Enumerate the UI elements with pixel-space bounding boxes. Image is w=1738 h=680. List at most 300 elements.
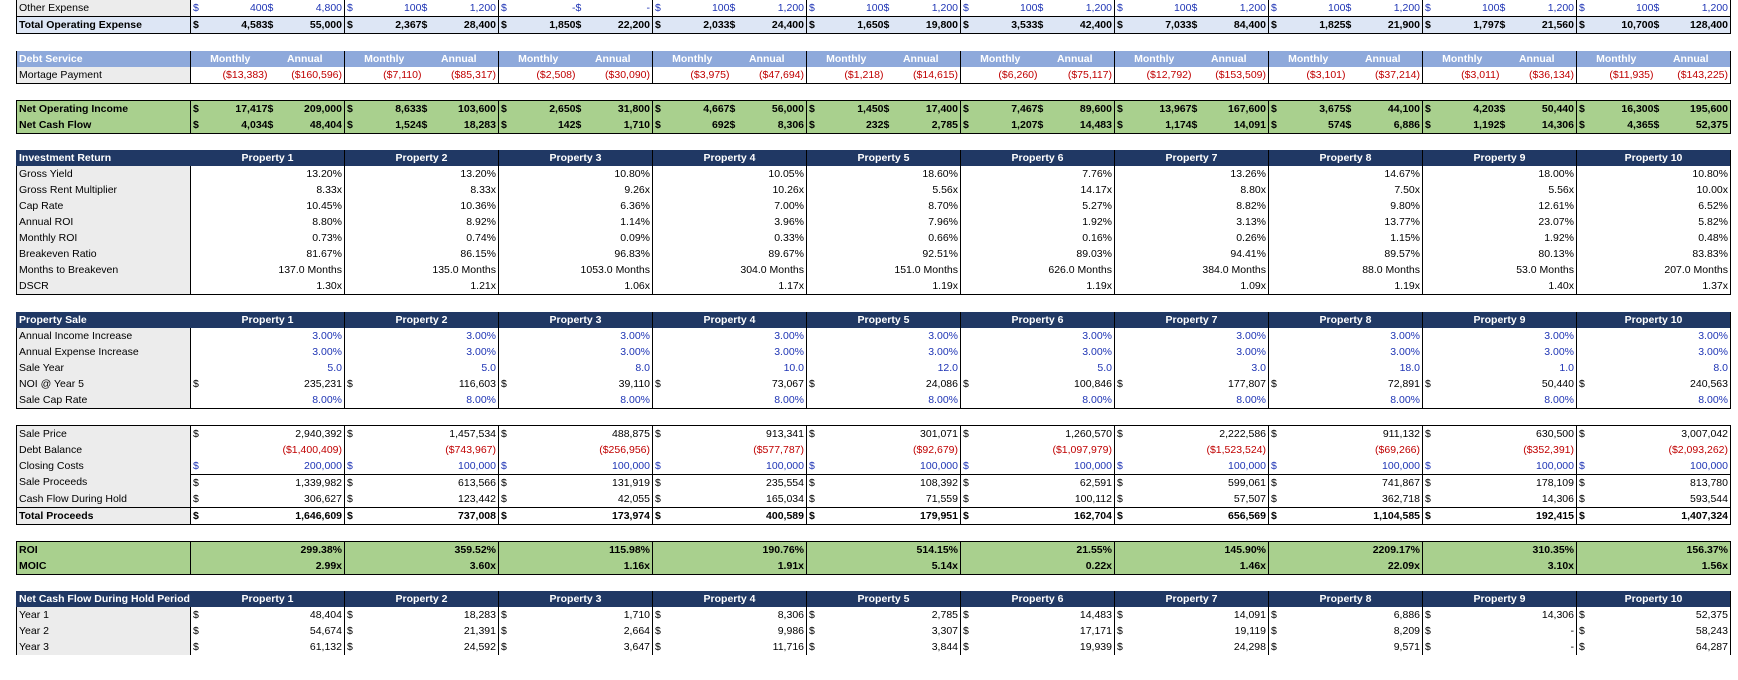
data-cell[interactable] [1577,491,1731,508]
row-label[interactable]: DSCR [17,278,191,295]
row-label[interactable]: Year 2 [17,623,191,639]
data-cell[interactable] [1577,67,1731,84]
data-cell[interactable]: 1.19x [961,278,1115,295]
data-cell[interactable]: Property 1 [191,591,345,607]
data-cell[interactable] [191,425,345,442]
data-cell[interactable]: ($1,097,979) [961,442,1115,458]
data-cell[interactable] [807,17,961,34]
data-cell[interactable] [499,425,653,442]
data-cell[interactable]: 8.33x [191,182,345,198]
data-cell[interactable]: 18.00% [1423,166,1577,182]
data-cell[interactable] [653,474,807,491]
data-cell[interactable] [1115,51,1269,67]
data-cell[interactable]: 89.57% [1269,246,1423,262]
data-cell[interactable] [499,491,653,508]
data-cell[interactable]: 18.60% [807,166,961,182]
data-cell[interactable]: 3.00% [499,328,653,344]
data-cell[interactable]: 3.00% [1269,328,1423,344]
data-cell[interactable]: 3.00% [961,328,1115,344]
data-cell[interactable]: 207.0 Months [1577,262,1731,278]
data-cell[interactable]: 8.33x [345,182,499,198]
data-cell[interactable] [1269,491,1423,508]
row-label[interactable]: NOI @ Year 5 [17,376,191,392]
data-cell[interactable]: 3.00% [191,344,345,360]
data-cell[interactable]: 3.60x [345,558,499,575]
row-label[interactable]: Breakeven Ratio [17,246,191,262]
data-cell[interactable] [1115,639,1269,655]
data-cell[interactable] [345,17,499,34]
data-cell[interactable]: 1.46x [1115,558,1269,575]
data-cell[interactable]: 8.0 [499,360,653,376]
data-cell[interactable] [1423,639,1577,655]
data-cell[interactable] [807,117,961,134]
data-cell[interactable]: 88.0 Months [1269,262,1423,278]
data-cell[interactable]: 0.73% [191,230,345,246]
data-cell[interactable] [961,67,1115,84]
data-cell[interactable] [1269,639,1423,655]
data-cell[interactable] [499,100,653,117]
data-cell[interactable]: 137.0 Months [191,262,345,278]
data-cell[interactable] [1577,51,1731,67]
data-cell[interactable]: Property 6 [961,312,1115,328]
data-cell[interactable] [1269,67,1423,84]
data-cell[interactable] [653,17,807,34]
data-cell[interactable]: 3.00% [345,328,499,344]
data-cell[interactable] [1115,0,1269,17]
data-cell[interactable]: ($2,093,262) [1577,442,1731,458]
data-cell[interactable] [807,51,961,67]
row-label[interactable]: Year 3 [17,639,191,655]
data-cell[interactable] [345,425,499,442]
data-cell[interactable]: Property 10 [1577,591,1731,607]
data-cell[interactable] [345,51,499,67]
data-cell[interactable]: 21.55% [961,541,1115,558]
data-cell[interactable]: 13.20% [345,166,499,182]
data-cell[interactable] [191,100,345,117]
data-cell[interactable] [1269,425,1423,442]
data-cell[interactable]: 3.00% [1115,344,1269,360]
data-cell[interactable]: 310.35% [1423,541,1577,558]
data-cell[interactable]: 2.99x [191,558,345,575]
data-cell[interactable] [499,507,653,524]
row-label[interactable]: Debt Service [17,51,191,67]
data-cell[interactable]: 1.19x [1269,278,1423,295]
data-cell[interactable]: 5.14x [807,558,961,575]
row-label[interactable]: ROI [17,541,191,558]
data-cell[interactable]: ($352,391) [1423,442,1577,458]
data-cell[interactable]: 1.40x [1423,278,1577,295]
data-cell[interactable] [191,0,345,17]
data-cell[interactable] [1115,474,1269,491]
data-cell[interactable] [653,607,807,623]
data-cell[interactable] [345,474,499,491]
data-cell[interactable]: 0.09% [499,230,653,246]
data-cell[interactable] [1269,100,1423,117]
data-cell[interactable]: Property 10 [1577,312,1731,328]
data-cell[interactable] [191,17,345,34]
data-cell[interactable]: 1.06x [499,278,653,295]
data-cell[interactable] [807,507,961,524]
data-cell[interactable]: 3.00% [191,328,345,344]
data-cell[interactable]: 8.92% [345,214,499,230]
data-cell[interactable]: 7.96% [807,214,961,230]
data-cell[interactable] [499,639,653,655]
data-cell[interactable]: Property 5 [807,150,961,166]
row-label[interactable]: Investment Return [17,150,191,166]
data-cell[interactable]: Property 2 [345,150,499,166]
data-cell[interactable]: 3.00% [807,344,961,360]
row-label[interactable]: Total Operating Expense [17,17,191,34]
data-cell[interactable]: Property 1 [191,150,345,166]
row-label[interactable]: Monthly ROI [17,230,191,246]
data-cell[interactable]: 8.00% [1269,392,1423,409]
data-cell[interactable]: 514.15% [807,541,961,558]
data-cell[interactable]: ($256,956) [499,442,653,458]
data-cell[interactable]: 8.00% [1577,392,1731,409]
data-cell[interactable]: 81.67% [191,246,345,262]
data-cell[interactable] [1115,507,1269,524]
data-cell[interactable] [1577,100,1731,117]
data-cell[interactable]: 3.00% [1423,344,1577,360]
data-cell[interactable] [1269,623,1423,639]
data-cell[interactable]: 80.13% [1423,246,1577,262]
data-cell[interactable]: 359.52% [345,541,499,558]
data-cell[interactable]: 22.09x [1269,558,1423,575]
data-cell[interactable] [1269,51,1423,67]
data-cell[interactable] [807,376,961,392]
data-cell[interactable]: 1.30x [191,278,345,295]
data-cell[interactable]: 8.0 [1577,360,1731,376]
data-cell[interactable] [807,474,961,491]
data-cell[interactable]: ($743,967) [345,442,499,458]
data-cell[interactable]: 0.26% [1115,230,1269,246]
data-cell[interactable] [1423,67,1577,84]
data-cell[interactable]: 8.00% [499,392,653,409]
data-cell[interactable]: 8.00% [653,392,807,409]
data-cell[interactable] [499,474,653,491]
data-cell[interactable] [191,491,345,508]
data-cell[interactable] [1115,623,1269,639]
data-cell[interactable] [191,51,345,67]
data-cell[interactable] [653,51,807,67]
data-cell[interactable]: 0.74% [345,230,499,246]
row-label[interactable]: Annual Income Increase [17,328,191,344]
data-cell[interactable]: 5.56x [1423,182,1577,198]
data-cell[interactable] [1115,607,1269,623]
data-cell[interactable]: 299.38% [191,541,345,558]
data-cell[interactable]: Property 3 [499,312,653,328]
data-cell[interactable]: Property 8 [1269,312,1423,328]
data-cell[interactable]: 8.80x [1115,182,1269,198]
data-cell[interactable] [653,376,807,392]
data-cell[interactable]: 3.00% [1577,328,1731,344]
data-cell[interactable]: 13.20% [191,166,345,182]
data-cell[interactable]: 1053.0 Months [499,262,653,278]
data-cell[interactable]: 92.51% [807,246,961,262]
data-cell[interactable]: 3.00% [961,344,1115,360]
data-cell[interactable]: 1.16x [499,558,653,575]
data-cell[interactable] [499,67,653,84]
data-cell[interactable]: 8.00% [191,392,345,409]
data-cell[interactable]: 89.03% [961,246,1115,262]
data-cell[interactable]: 86.15% [345,246,499,262]
data-cell[interactable]: 7.50x [1269,182,1423,198]
row-label[interactable]: Property Sale [17,312,191,328]
data-cell[interactable]: ($1,523,524) [1115,442,1269,458]
row-label[interactable]: Net Operating Income [17,100,191,117]
data-cell[interactable]: Property 9 [1423,150,1577,166]
data-cell[interactable] [1577,458,1731,475]
data-cell[interactable] [961,507,1115,524]
data-cell[interactable] [499,607,653,623]
data-cell[interactable] [191,458,345,475]
data-cell[interactable] [499,17,653,34]
row-label[interactable]: Mortage Payment [17,67,191,84]
data-cell[interactable]: 9.80% [1269,198,1423,214]
row-label[interactable]: Cash Flow During Hold [17,491,191,508]
data-cell[interactable]: 10.80% [499,166,653,182]
data-cell[interactable] [499,458,653,475]
data-cell[interactable]: 10.05% [653,166,807,182]
data-cell[interactable] [191,639,345,655]
data-cell[interactable]: 13.77% [1269,214,1423,230]
data-cell[interactable] [961,51,1115,67]
data-cell[interactable] [1577,474,1731,491]
data-cell[interactable] [961,117,1115,134]
data-cell[interactable]: 0.22x [961,558,1115,575]
row-label[interactable]: Net Cash Flow [17,117,191,134]
data-cell[interactable] [345,639,499,655]
row-label[interactable]: Debt Balance [17,442,191,458]
data-cell[interactable]: Property 1 [191,312,345,328]
data-cell[interactable]: Property 9 [1423,312,1577,328]
data-cell[interactable]: 626.0 Months [961,262,1115,278]
data-cell[interactable]: 13.26% [1115,166,1269,182]
row-label[interactable]: MOIC [17,558,191,575]
data-cell[interactable]: 10.00x [1577,182,1731,198]
data-cell[interactable] [191,507,345,524]
data-cell[interactable]: 10.36% [345,198,499,214]
row-label[interactable]: Other Expense [17,0,191,17]
data-cell[interactable]: 3.10x [1423,558,1577,575]
row-label[interactable]: Annual Expense Increase [17,344,191,360]
data-cell[interactable] [1269,376,1423,392]
data-cell[interactable]: 2209.17% [1269,541,1423,558]
data-cell[interactable] [1423,117,1577,134]
data-cell[interactable] [1577,117,1731,134]
data-cell[interactable] [345,117,499,134]
data-cell[interactable]: 5.27% [961,198,1115,214]
data-cell[interactable]: 10.0 [653,360,807,376]
data-cell[interactable] [191,474,345,491]
data-cell[interactable] [653,623,807,639]
data-cell[interactable] [345,491,499,508]
data-cell[interactable] [191,117,345,134]
data-cell[interactable]: 1.56x [1577,558,1731,575]
row-label[interactable]: Sale Price [17,425,191,442]
data-cell[interactable] [807,458,961,475]
data-cell[interactable]: 3.00% [499,344,653,360]
data-cell[interactable] [345,376,499,392]
data-cell[interactable] [499,376,653,392]
data-cell[interactable]: 3.00% [653,344,807,360]
data-cell[interactable] [345,607,499,623]
row-label[interactable]: Cap Rate [17,198,191,214]
data-cell[interactable]: 8.00% [1423,392,1577,409]
data-cell[interactable] [1577,623,1731,639]
data-cell[interactable] [345,458,499,475]
data-cell[interactable] [961,639,1115,655]
data-cell[interactable]: 8.00% [807,392,961,409]
data-cell[interactable] [1423,17,1577,34]
data-cell[interactable] [1269,507,1423,524]
data-cell[interactable] [961,491,1115,508]
data-cell[interactable]: 1.19x [807,278,961,295]
data-cell[interactable]: 0.33% [653,230,807,246]
data-cell[interactable]: Property 7 [1115,591,1269,607]
data-cell[interactable]: 8.00% [961,392,1115,409]
data-cell[interactable]: 10.80% [1577,166,1731,182]
data-cell[interactable] [961,100,1115,117]
row-label[interactable]: Closing Costs [17,458,191,475]
data-cell[interactable] [1423,376,1577,392]
data-cell[interactable]: ($69,266) [1269,442,1423,458]
data-cell[interactable]: 145.90% [1115,541,1269,558]
data-cell[interactable]: Property 8 [1269,591,1423,607]
data-cell[interactable] [1269,458,1423,475]
data-cell[interactable]: 5.56x [807,182,961,198]
data-cell[interactable]: Property 6 [961,591,1115,607]
row-label[interactable]: Year 1 [17,607,191,623]
data-cell[interactable]: 12.0 [807,360,961,376]
data-cell[interactable] [1115,117,1269,134]
data-cell[interactable]: 7.76% [961,166,1115,182]
data-cell[interactable] [807,623,961,639]
data-cell[interactable] [653,507,807,524]
data-cell[interactable]: 10.45% [191,198,345,214]
data-cell[interactable]: 0.66% [807,230,961,246]
data-cell[interactable] [961,458,1115,475]
data-cell[interactable] [1269,0,1423,17]
data-cell[interactable] [191,376,345,392]
data-cell[interactable] [961,607,1115,623]
data-cell[interactable]: Property 2 [345,591,499,607]
data-cell[interactable] [653,458,807,475]
data-cell[interactable]: 1.09x [1115,278,1269,295]
data-cell[interactable]: 3.13% [1115,214,1269,230]
data-cell[interactable]: Property 3 [499,150,653,166]
data-cell[interactable]: 3.00% [1115,328,1269,344]
row-label[interactable]: Total Proceeds [17,507,191,524]
row-label[interactable]: Annual ROI [17,214,191,230]
data-cell[interactable] [1115,425,1269,442]
data-cell[interactable]: 6.36% [499,198,653,214]
data-cell[interactable]: Property 8 [1269,150,1423,166]
data-cell[interactable] [1577,607,1731,623]
data-cell[interactable] [1423,607,1577,623]
data-cell[interactable]: Property 9 [1423,591,1577,607]
data-cell[interactable] [807,607,961,623]
data-cell[interactable] [1269,117,1423,134]
data-cell[interactable] [345,67,499,84]
data-cell[interactable]: Property 10 [1577,150,1731,166]
data-cell[interactable]: 1.0 [1423,360,1577,376]
data-cell[interactable] [961,17,1115,34]
data-cell[interactable] [653,100,807,117]
data-cell[interactable]: 5.0 [961,360,1115,376]
row-label[interactable]: Gross Rent Multiplier [17,182,191,198]
data-cell[interactable]: 8.80% [191,214,345,230]
data-cell[interactable] [345,507,499,524]
data-cell[interactable]: 8.70% [807,198,961,214]
data-cell[interactable] [1423,51,1577,67]
data-cell[interactable] [1577,425,1731,442]
data-cell[interactable]: 0.16% [961,230,1115,246]
data-cell[interactable] [345,100,499,117]
data-cell[interactable]: 3.0 [1115,360,1269,376]
data-cell[interactable]: 304.0 Months [653,262,807,278]
data-cell[interactable]: 1.37x [1577,278,1731,295]
data-cell[interactable]: 1.17x [653,278,807,295]
row-label[interactable]: Sale Proceeds [17,474,191,491]
data-cell[interactable] [1269,17,1423,34]
data-cell[interactable] [499,623,653,639]
data-cell[interactable]: 135.0 Months [345,262,499,278]
data-cell[interactable]: 1.21x [345,278,499,295]
data-cell[interactable] [1115,491,1269,508]
data-cell[interactable] [1423,507,1577,524]
data-cell[interactable]: 18.0 [1269,360,1423,376]
data-cell[interactable] [653,67,807,84]
data-cell[interactable]: 6.52% [1577,198,1731,214]
data-cell[interactable] [1577,639,1731,655]
data-cell[interactable]: Property 6 [961,150,1115,166]
data-cell[interactable] [1423,458,1577,475]
data-cell[interactable]: 94.41% [1115,246,1269,262]
row-label[interactable]: Sale Cap Rate [17,392,191,409]
data-cell[interactable]: 8.00% [1115,392,1269,409]
data-cell[interactable]: 1.91x [653,558,807,575]
data-cell[interactable]: 9.26x [499,182,653,198]
data-cell[interactable] [1423,425,1577,442]
data-cell[interactable]: 1.92% [1423,230,1577,246]
data-cell[interactable]: 10.26x [653,182,807,198]
data-cell[interactable]: Property 5 [807,312,961,328]
data-cell[interactable] [961,425,1115,442]
data-cell[interactable] [961,623,1115,639]
data-cell[interactable]: 96.83% [499,246,653,262]
data-cell[interactable]: Property 7 [1115,150,1269,166]
data-cell[interactable]: 1.92% [961,214,1115,230]
data-cell[interactable]: 53.0 Months [1423,262,1577,278]
data-cell[interactable] [499,117,653,134]
data-cell[interactable]: Property 4 [653,591,807,607]
data-cell[interactable]: 5.0 [345,360,499,376]
data-cell[interactable]: 151.0 Months [807,262,961,278]
data-cell[interactable] [807,100,961,117]
data-cell[interactable]: 5.0 [191,360,345,376]
data-cell[interactable]: 1.15% [1269,230,1423,246]
data-cell[interactable] [961,474,1115,491]
data-cell[interactable] [1423,623,1577,639]
data-cell[interactable]: ($577,787) [653,442,807,458]
data-cell[interactable] [1423,474,1577,491]
data-cell[interactable]: Property 4 [653,312,807,328]
data-cell[interactable]: Property 2 [345,312,499,328]
data-cell[interactable]: 14.67% [1269,166,1423,182]
data-cell[interactable]: 8.00% [345,392,499,409]
data-cell[interactable]: 12.61% [1423,198,1577,214]
